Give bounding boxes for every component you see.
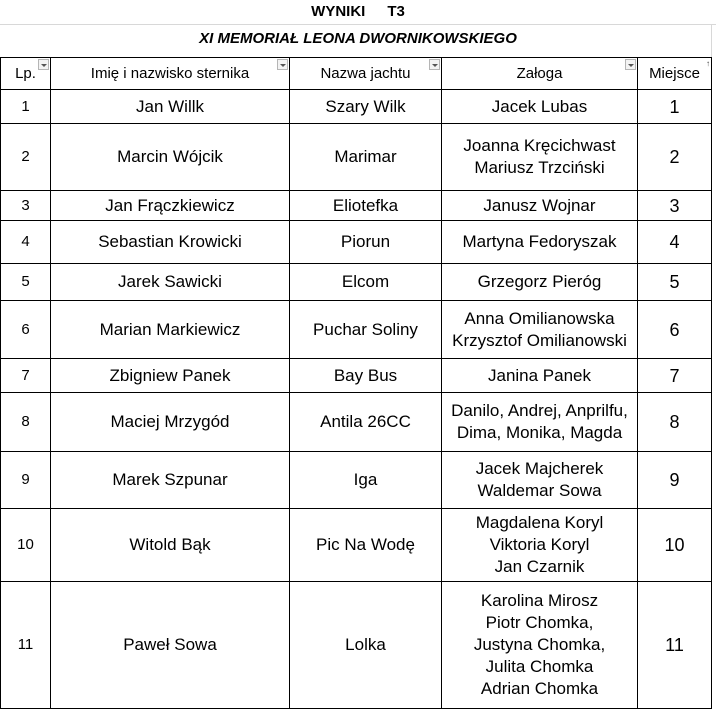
- header-place-label: Miejsce: [649, 65, 700, 82]
- cell-lp[interactable]: 6: [1, 301, 51, 359]
- cell-skipper[interactable]: Jan Willk: [51, 90, 290, 124]
- cell-place[interactable]: 6: [638, 301, 712, 359]
- filter-dropdown-icon[interactable]: [429, 59, 440, 70]
- cell-place[interactable]: 3: [638, 191, 712, 221]
- crew-member: Joanna Kręcichwast: [463, 136, 616, 155]
- cell-crew[interactable]: [442, 264, 638, 301]
- table-row: [1, 359, 712, 393]
- cell-place[interactable]: 8: [638, 393, 712, 452]
- cell-crew[interactable]: [442, 221, 638, 264]
- cell-place[interactable]: 4: [638, 221, 712, 264]
- cell-yacht[interactable]: Eliotefka: [290, 191, 442, 221]
- cell-place[interactable]: 9: [638, 452, 712, 509]
- crew-member: Anna Omilianowska: [464, 308, 615, 328]
- cell-skipper[interactable]: Jan Frączkiewicz: [51, 191, 290, 221]
- cell-lp[interactable]: 11: [1, 582, 51, 709]
- cell-lp[interactable]: 8: [1, 393, 51, 452]
- title-divider: [0, 24, 716, 25]
- header-skipper: [51, 58, 290, 90]
- crew-member: Dima, Monika, Magda: [456, 423, 623, 442]
- cell-lp[interactable]: 1: [1, 90, 51, 124]
- cell-place[interactable]: 1: [638, 90, 712, 124]
- crew-member: Krzysztof Omilianowski: [452, 330, 627, 350]
- cell-skipper[interactable]: Marcin Wójcik: [51, 124, 290, 191]
- cell-place[interactable]: 5: [638, 264, 712, 301]
- cell-yacht[interactable]: Bay Bus: [290, 359, 442, 393]
- cell-lp[interactable]: 3: [1, 191, 51, 221]
- crew-member: Grzegorz Pieróg: [477, 272, 602, 291]
- crew-member: Justyna Chomka,: [473, 635, 606, 654]
- crew-member: Julita Chomka: [485, 657, 594, 676]
- table-row: [1, 582, 712, 709]
- crew-member: Mariusz Trzciński: [474, 158, 605, 177]
- crew-member: Danilo, Andrej, Anprilfu,: [451, 401, 628, 420]
- crew-member: Magdalena Koryl: [475, 513, 604, 532]
- crew-member: Martyna Fedoryszak: [462, 232, 617, 251]
- cell-yacht[interactable]: Pic Na Wodę: [290, 509, 442, 582]
- header-crew: [442, 58, 638, 90]
- cell-crew[interactable]: [442, 452, 638, 509]
- crew-member: Viktoria Koryl: [489, 535, 590, 554]
- filter-dropdown-icon[interactable]: [277, 59, 288, 70]
- crew-member: Jacek Majcherek: [475, 459, 604, 478]
- cell-crew[interactable]: [442, 509, 638, 582]
- cell-lp[interactable]: 7: [1, 359, 51, 393]
- header-skipper-label: Imię i nazwisko sternika: [90, 65, 250, 82]
- cell-place[interactable]: 7: [638, 359, 712, 393]
- table-row: [1, 124, 712, 191]
- table-row: [1, 393, 712, 452]
- cell-yacht[interactable]: Antila 26CC: [290, 393, 442, 452]
- cell-skipper[interactable]: Jarek Sawicki: [51, 264, 290, 301]
- crew-member: Adrian Chomka: [480, 679, 599, 698]
- cell-place[interactable]: 11: [638, 582, 712, 709]
- sort-ascending-icon[interactable]: ↑: [706, 59, 710, 68]
- cell-yacht[interactable]: Szary Wilk: [290, 90, 442, 124]
- cell-skipper[interactable]: Marek Szpunar: [51, 452, 290, 509]
- title-wyniki: WYNIKI: [311, 3, 366, 20]
- cell-place[interactable]: 10: [638, 509, 712, 582]
- header-yacht: [290, 58, 442, 90]
- cell-skipper[interactable]: Witold Bąk: [51, 509, 290, 582]
- filter-dropdown-icon[interactable]: [625, 59, 636, 70]
- header-lp: [1, 58, 51, 90]
- header-place: [638, 58, 712, 90]
- cell-crew[interactable]: [442, 393, 638, 452]
- sheet-title: [0, 2, 716, 22]
- crew-member: Jacek Lubas: [491, 96, 588, 116]
- table-row: [1, 221, 712, 264]
- table-row: [1, 90, 712, 124]
- cell-crew[interactable]: [442, 582, 638, 709]
- cell-lp[interactable]: 9: [1, 452, 51, 509]
- cell-yacht[interactable]: Piorun: [290, 221, 442, 264]
- cell-place[interactable]: 2: [638, 124, 712, 191]
- cell-skipper[interactable]: Marian Markiewicz: [51, 301, 290, 359]
- cell-yacht[interactable]: Iga: [290, 452, 442, 509]
- results-table: [0, 57, 712, 709]
- table-row: [1, 264, 712, 301]
- cell-lp[interactable]: 2: [1, 124, 51, 191]
- table-row: [1, 509, 712, 582]
- crew-member: Piotr Chomka,: [485, 613, 594, 632]
- cell-lp[interactable]: 4: [1, 221, 51, 264]
- table-row: [1, 301, 712, 359]
- crew-member: Janusz Wojnar: [483, 195, 596, 215]
- cell-skipper[interactable]: Zbigniew Panek: [51, 359, 290, 393]
- header-crew-label: Załoga: [516, 65, 563, 82]
- cell-skipper[interactable]: Sebastian Krowicki: [51, 221, 290, 264]
- cell-crew[interactable]: [442, 359, 638, 393]
- header-row: [1, 58, 712, 90]
- table-row: [1, 191, 712, 221]
- table-row: [1, 452, 712, 509]
- title-code: T3: [387, 3, 405, 20]
- cell-yacht[interactable]: Elcom: [290, 264, 442, 301]
- cell-crew[interactable]: [442, 191, 638, 221]
- crew-member: Jan Czarnik: [494, 557, 585, 576]
- cell-yacht[interactable]: Marimar: [290, 124, 442, 191]
- event-subtitle: XI MEMORIAŁ LEONA DWORNIKOWSKIEGO: [199, 30, 517, 47]
- header-yacht-label: Nazwa jachtu: [320, 65, 411, 82]
- crew-member: Janina Panek: [487, 365, 592, 385]
- header-lp-label: Lp.: [15, 65, 36, 82]
- cell-crew[interactable]: [442, 124, 638, 191]
- cell-lp[interactable]: 10: [1, 509, 51, 582]
- cell-skipper[interactable]: Paweł Sowa: [51, 582, 290, 709]
- cell-yacht[interactable]: Puchar Soliny: [290, 301, 442, 359]
- cell-lp[interactable]: 5: [1, 264, 51, 301]
- filter-dropdown-icon[interactable]: [38, 59, 49, 70]
- cell-crew[interactable]: [442, 90, 638, 124]
- cell-skipper[interactable]: Maciej Mrzygód: [51, 393, 290, 452]
- cell-yacht[interactable]: Lolka: [290, 582, 442, 709]
- crew-member: Waldemar Sowa: [477, 481, 602, 500]
- cell-crew[interactable]: [442, 301, 638, 359]
- crew-member: Karolina Mirosz: [480, 591, 599, 610]
